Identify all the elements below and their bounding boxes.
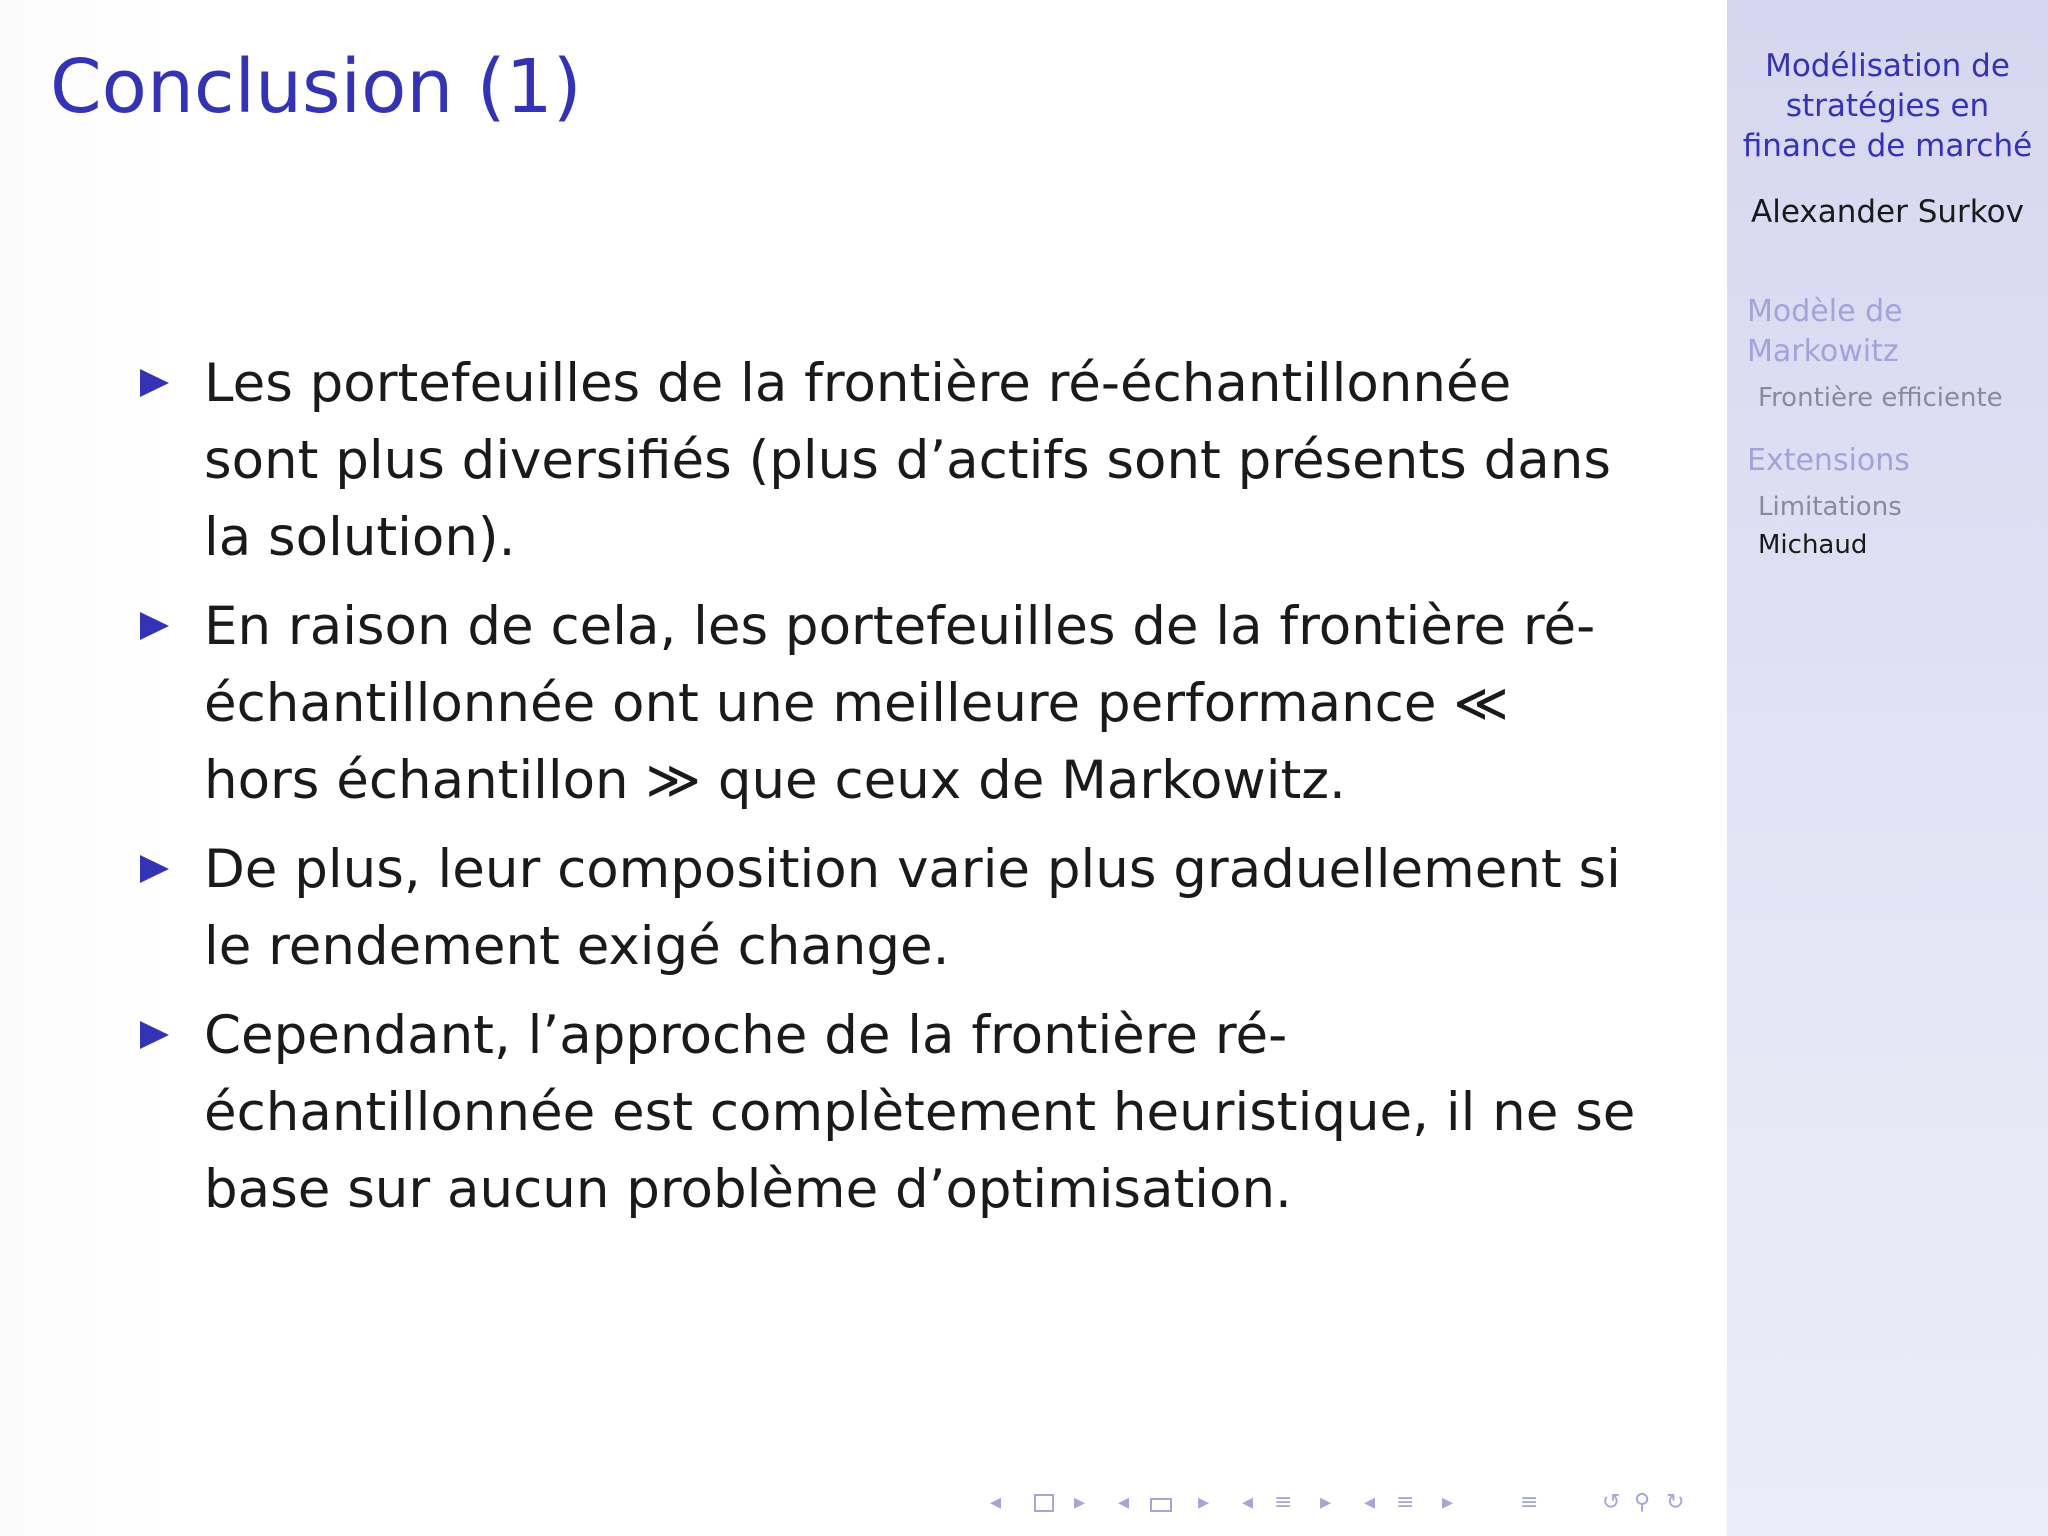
subsection-icon[interactable]: [1150, 1498, 1172, 1512]
bullet-list: [140, 345, 1640, 1240]
sidebar-subsection-frontiere-efficiente[interactable]: Frontière efficiente: [1758, 383, 2003, 413]
sidebar-author[interactable]: Alexander Surkov: [1751, 194, 2024, 230]
appendix-icon[interactable]: ≡: [1520, 1490, 1539, 1515]
nav-prev-section-icon[interactable]: ◂: [1242, 1490, 1254, 1515]
bullet-item: [140, 588, 1640, 819]
sidebar-title-line: stratégies en: [1785, 88, 1990, 124]
bullet-text: Les portefeuilles de la frontière ré-échantillonnée sont plus diversifiés (plus d’actifs sont présents dans la solution).: [204, 353, 1611, 568]
bullet-item: [140, 831, 1640, 985]
nav-prev-subsection-icon[interactable]: ◂: [1118, 1490, 1130, 1515]
nav-next-frame-icon[interactable]: ▸: [1074, 1490, 1086, 1515]
nav-next-subsection-icon[interactable]: ▸: [1198, 1490, 1210, 1515]
nav-next-section-icon[interactable]: ▸: [1320, 1490, 1332, 1515]
beamer-navigation-bar: [990, 1488, 1710, 1518]
sidebar-title-line: Modélisation de: [1765, 48, 2010, 84]
forward-icon[interactable]: ↻: [1666, 1490, 1685, 1515]
sidebar-section-markowitz[interactable]: [1747, 292, 1903, 372]
nav-prev-doc-icon[interactable]: ◂: [1364, 1490, 1376, 1515]
frame-icon[interactable]: [1034, 1494, 1054, 1512]
sidebar-title[interactable]: [1727, 46, 2048, 166]
triangle-bullet-icon: [140, 369, 169, 397]
nav-next-doc-icon[interactable]: ▸: [1442, 1490, 1454, 1515]
sidebar-section-line: Modèle de: [1747, 294, 1903, 329]
doc-icon[interactable]: ≡: [1396, 1490, 1415, 1515]
nav-prev-frame-icon[interactable]: ◂: [990, 1490, 1002, 1515]
bullet-item: [140, 997, 1640, 1228]
sidebar-section-line: Markowitz: [1747, 334, 1899, 369]
search-icon[interactable]: ⚲: [1634, 1490, 1651, 1515]
section-icon[interactable]: ≡: [1274, 1490, 1293, 1515]
sidebar-title-line: finance de marché: [1742, 128, 2033, 164]
triangle-bullet-icon: [140, 1021, 169, 1049]
bullet-text: Cependant, l’approche de la frontière ré-échantillonnée est complètement heuristique, il ne se base sur aucun problème d’optimisation.: [204, 1005, 1636, 1220]
sidebar: [1727, 0, 2048, 1536]
triangle-bullet-icon: [140, 855, 169, 883]
sidebar-section-extensions[interactable]: [1747, 441, 1910, 481]
bullet-item: [140, 345, 1640, 576]
frame-title: Conclusion (1): [50, 44, 582, 130]
sidebar-subsection-michaud[interactable]: Michaud: [1758, 530, 1868, 560]
back-icon[interactable]: ↺: [1602, 1490, 1621, 1515]
sidebar-section-line: Extensions: [1747, 443, 1910, 478]
sidebar-subsection-limitations[interactable]: Limitations: [1758, 492, 1902, 522]
bullet-text: En raison de cela, les portefeuilles de la frontière ré-échantillonnée ont une meilleure performance ≪ hors échantillon ≫ que ceux de Markowitz.: [204, 596, 1596, 811]
bullet-text: De plus, leur composition varie plus graduellement si le rendement exigé change.: [204, 839, 1621, 977]
triangle-bullet-icon: [140, 612, 169, 640]
